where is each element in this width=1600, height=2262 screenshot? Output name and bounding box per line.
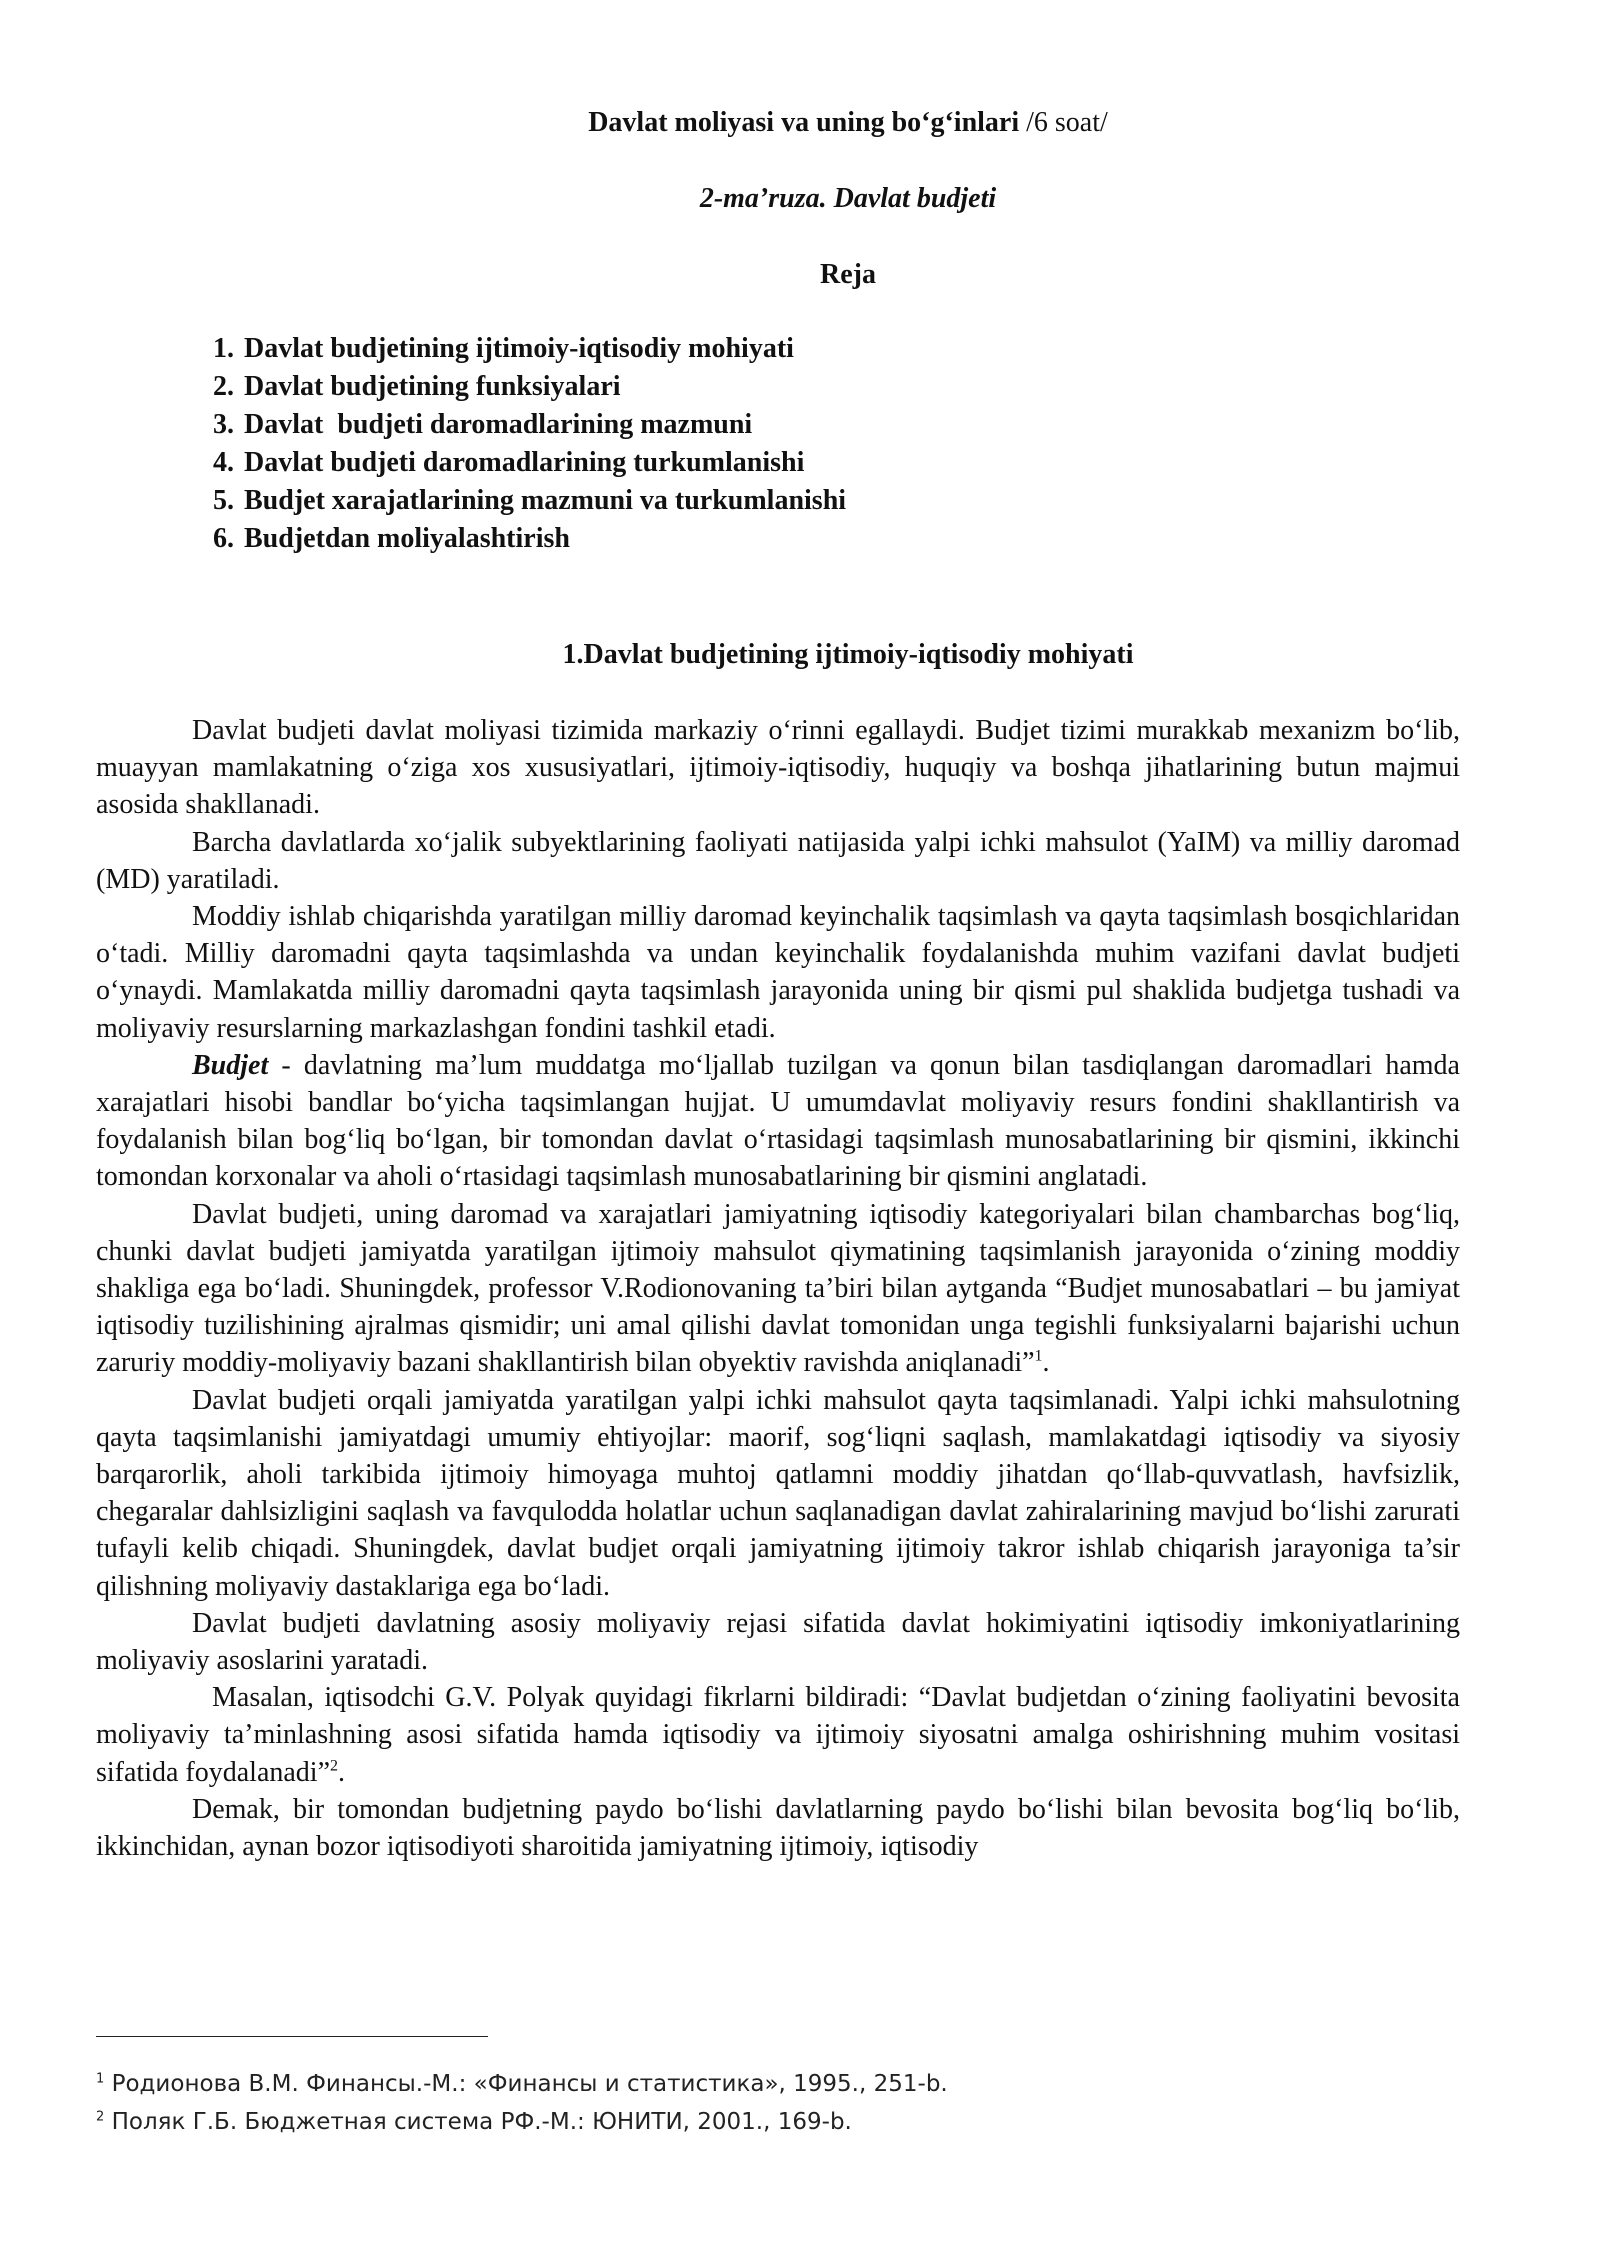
footnotes [96, 2036, 1460, 2141]
paragraph: Davlat budjeti davlatning asosiy moliyaviy rejasi sifatida davlat hokimiyatini iqtisodiy imkoniyatlarining moliyaviy asoslarini yaratadi. [96, 1607, 1460, 1677]
plan-item-number: 4. [213, 447, 234, 478]
plan-item-text: Davlat budjeti daromadlarining mazmuni [244, 409, 753, 440]
footnote-reference[interactable]: 1 [1034, 1348, 1043, 1366]
paragraph-end: . [338, 1756, 346, 1788]
footnote-separator [96, 2036, 488, 2037]
plan-item [194, 330, 1460, 368]
paragraph: Barcha davlatlarda xo‘jalik subyektlarining faoliyati natijasida yalpi ichki mahsulot (YaIM) va milliy daromad (MD) yaratiladi. [96, 826, 1460, 895]
definition-text: - davlatning ma’lum muddatga mo‘ljallab tuzilgan va qonun bilan tasdiqlangan daromadlari hamda xarajatlari hisobi bandlar bo‘yicha taqsimlangan hujjat. U umumdavlat moliyaviy resurs fondini shakllantirish va foydalanish bilan bog‘liq bo‘lgan, bir tomondan davlat o‘rtasidagi taqsimlash munosabatlarining bir qismini, ikkinchi tomondan korxonalar va aholi o‘rtasidagi taqsimlash munosabatlarining bir qismini anglatadi. [96, 1049, 1460, 1193]
plan-item-number: 6. [213, 523, 234, 554]
lecture-title: 2-ma’ruza. Davlat budjeti [699, 183, 997, 214]
paragraph [96, 1196, 1460, 1382]
plan-item-number: 2. [213, 371, 234, 402]
plan-list [96, 330, 1460, 558]
plan-item-number: 5. [213, 485, 234, 516]
plan-item-text: Davlat budjetining ijtimoiy-iqtisodiy mohiyati [244, 333, 794, 364]
paragraph-text: Masalan, iqtisodchi G.V. Polyak quyidagi fikrlarni bildiradi: “Davlat budjetdan o‘zining faoliyatini bevosita moliyaviy ta’minlashning asosi sifatida hamda iqtisodiy va ijtimoiy siyosatni amalga oshirishning muhim vositasi sifatida foydalanadi” [96, 1682, 1460, 1788]
paragraph-text: Davlat budjeti, uning daromad va xarajatlari jamiyatning iqtisodiy kategoriyalari bilan chambarchas bog‘liq, chunki davlat budjeti jamiyatda yaratilgan ijtimoiy mahsulot qiymatining taqsimlanish jarayonida o‘zining moddiy shakliga ega bo‘ladi. Shuningdek, professor V.Rodionovaning ta’biri bilan aytganda “Budjet munosabatlari – bu jamiyat iqtisodiy tuzilishining ajralmas qismidir; uni amal qilishi davlat tomonidan unga tegishli funksiyalarni bajarishi uchun zaruriy moddiy-moliyaviy bazani shakllantirish bilan obyektiv ravishda aniqlanadi” [96, 1198, 1460, 1379]
document-title [236, 104, 1460, 142]
footnote-number: 2 [96, 2109, 105, 2125]
footnote-text: Родионова В.М. Финансы.-М.: «Финансы и статистика», 1995., 251-b. [104, 2071, 948, 2097]
plan-item [194, 520, 1460, 558]
page-content [96, 104, 1460, 1865]
plan-item-number: 1. [213, 333, 234, 364]
footnote-reference[interactable]: 2 [330, 1757, 339, 1775]
plan-item-text: Budjetdan moliyalashtirish [244, 523, 570, 554]
plan-item [194, 482, 1460, 520]
footnote-number: 1 [96, 2071, 105, 2087]
section-title: 1.Davlat budjetining ijtimoiy-iqtisodiy mohiyati [562, 639, 1134, 670]
footnote [96, 2103, 1460, 2141]
footnote [96, 2065, 1460, 2103]
plan-item-text: Davlat budjeti daromadlarining turkumlanishi [244, 447, 805, 478]
paragraph: Demak, bir tomondan budjetning paydo bo‘lishi davlatlarning paydo bo‘lishi bilan bevosita bog‘liq bo‘lib, ikkinchidan, aynan bozor iqtisodiyoti sharoitida jamiyatning ijtimoiy, iqtisodiy [96, 1793, 1460, 1863]
plan-item-text: Budjet xarajatlarining mazmuni va turkumlanishi [244, 485, 847, 516]
plan-item [194, 368, 1460, 406]
paragraph: Moddiy ishlab chiqarishda yaratilgan milliy daromad keyinchalik taqsimlash va qayta taqsimlash bosqichlaridan o‘tadi. Milliy daromadni qayta taqsimlashda va undan keyinchalik foydalanishda muhim vazifani davlat budjeti o‘ynaydi. Mamlakatda milliy daromadni qayta taqsimlash jarayonida uning bir qismi pul shaklida budjetga tushadi va moliyaviy resurslarning markazlashgan fondini tashkil etadi. [96, 901, 1460, 1044]
plan-item [194, 406, 1460, 444]
footnote-text: Поляк Г.Б. Бюджетная система РФ.-М.: ЮНИТИ, 2001., 169-b. [104, 2109, 852, 2135]
section-body [96, 712, 1460, 1865]
defined-term: Budjet [192, 1049, 269, 1081]
document-title-hours: /6 soat/ [1019, 107, 1108, 138]
paragraph-end: . [1042, 1347, 1050, 1379]
paragraph: Davlat budjeti orqali jamiyatda yaratilgan yalpi ichki mahsulot qayta taqsimlanadi. Yalpi ichki mahsulotning qayta taqsimlanishi jamiyatdagi umumiy ehtiyojlar: maorif, sog‘liqni saqlash, mamlakatdagi iqtisodiy va siyosiy barqarorlik, aholi tarkibida ijtimoiy himoyaga muhtoj qatlamni moddiy jihatdan qo‘llab-quvvatlash, havfsizlik, chegaralar dahlsizligini saqlash va favqulodda holatlar uchun saqlanadigan davlat zahiralarining mavjud bo‘lishi zarurati tufayli kelib chiqadi. Shuningdek, davlat budjet orqali jamiyatning ijtimoiy takror ishlab chiqarish jarayoniga ta’sir qilishning moliyaviy dastaklariga ega bo‘ladi. [96, 1384, 1460, 1602]
paragraph: Davlat budjeti davlat moliyasi tizimida markaziy o‘rinni egallaydi. Budjet tizimi murakkab mexanizm bo‘lib, muayyan mamlakatning o‘ziga xos xususiyatlari, ijtimoiy-iqtisodiy, huquqiy va boshqa jihatlarining butun majmui asosida shakllanadi. [96, 715, 1460, 821]
document-title-bold: Davlat moliyasi va uning bo‘g‘inlari [588, 107, 1020, 138]
plan-item-text: Davlat budjetining funksiyalari [244, 371, 621, 402]
paragraph [96, 1679, 1460, 1791]
plan-item-number: 3. [213, 409, 234, 440]
paragraph-budjet-definition [96, 1047, 1460, 1196]
plan-heading: Reja [820, 259, 876, 290]
plan-item [194, 444, 1460, 482]
